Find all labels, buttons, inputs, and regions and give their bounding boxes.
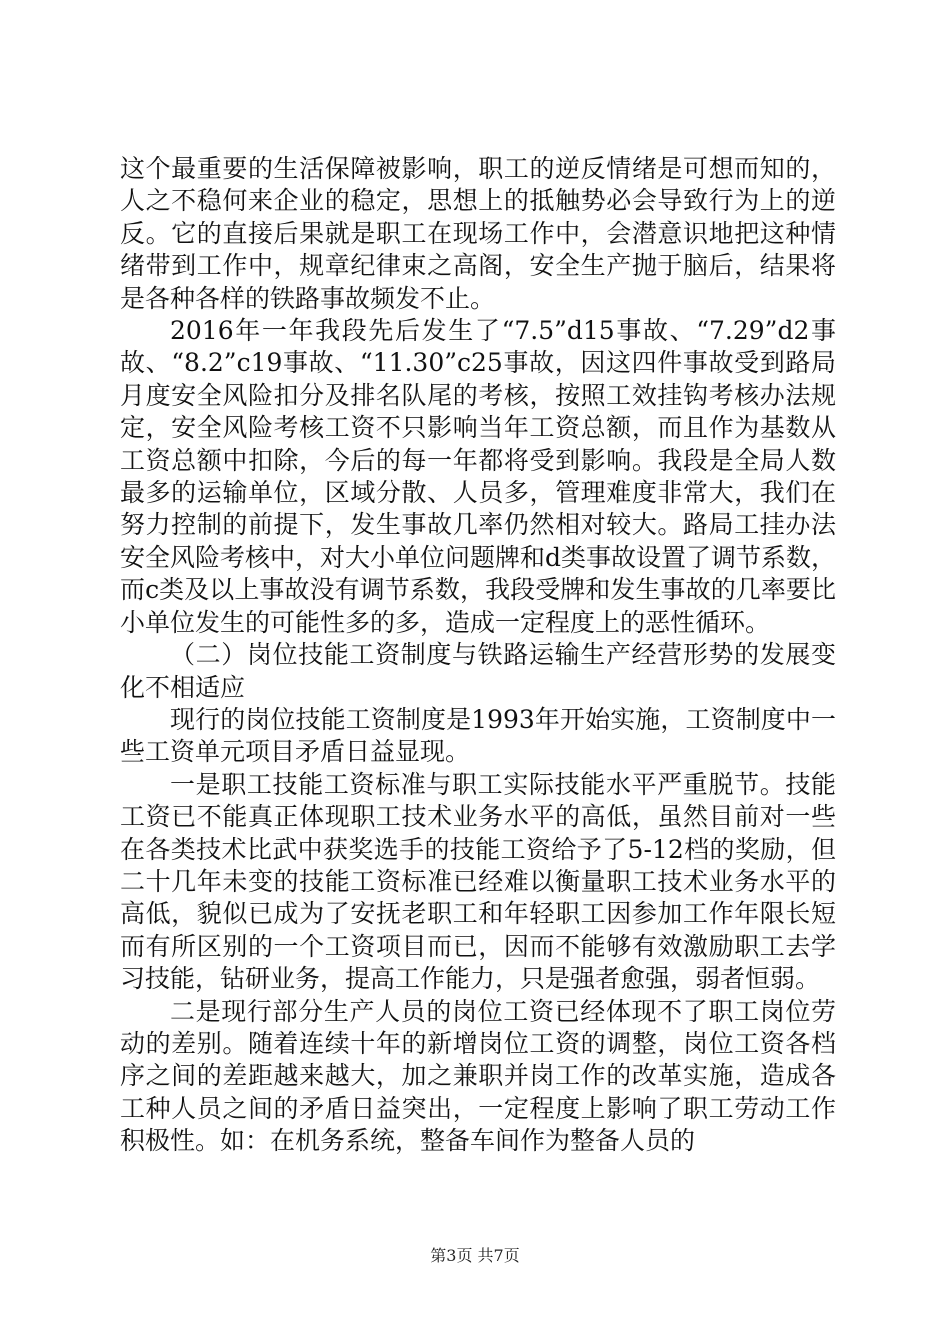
- paragraph-point-two: 二是现行部分生产人员的岗位工资已经体现不了职工岗位劳动的差别。随着连续十年的新增岗位工资的调整，岗位工资各档序之间的差距越来越大，加之兼职并岗工作的改革实施，造成各工种人员之间的矛盾日益突出，一定程度上影响了职工劳动工作积极性。如：在机务系统，整备车间作为整备人员的: [120, 996, 836, 1156]
- paragraph-continuation: 这个最重要的生活保障被影响，职工的逆反情绪是可想而知的，人之不稳何来企业的稳定，思想上的抵触势必会导致行为上的逆反。它的直接后果就是职工在现场工作中，会潜意识地把这种情绪带到工作中，规章纪律束之高阁，安全生产抛于脑后，结果将是各种各样的铁路事故频发不止。: [120, 154, 836, 313]
- document-body: [120, 153, 836, 1158]
- section-heading-wage-system: （二）岗位技能工资制度与铁路运输生产经营形势的发展变化不相适应: [120, 640, 836, 702]
- page-number-footer: 第3页 共7页: [430, 1246, 520, 1265]
- paragraph-wage-system-1993: 现行的岗位技能工资制度是1993年开始实施，工资制度中一些工资单元项目矛盾日益显现。: [120, 704, 836, 767]
- paragraph-point-one: 一是职工技能工资标准与职工实际技能水平严重脱节。技能工资已不能真正体现职工技术业务水平的高低，虽然目前对一些在各类技术比武中获奖选手的技能工资给予了5-12档的奖励，但二十几年未变的技能工资标准已经难以衡量职工技术业务水平的高低，貌似已成为了安抚老职工和年轻职工因参加工作年限长短而有所区别的一个工资项目而已，因而不能够有效激励职工去学习技能，钻研业务，提高工作能力，只是强者愈强，弱者恒弱。: [120, 769, 836, 994]
- paragraph-accidents-2016: 2016年一年我段先后发生了“7.5”d15事故、“7.29”d2事故、“8.2”c19事故、“11.30”c25事故，因这四件事故受到路局月度安全风险扣分及排名队尾的考核，按照工效挂钩考核办法规定，安全风险考核工资不只影响当年工资总额，而且作为基数从工资总额中扣除，今后的每一年都将受到影响。我段是全局人数最多的运输单位，区域分散、人员多，管理难度非常大，我们在努力控制的前提下，发生事故几率仍然相对较大。路局工挂办法安全风险考核中，对大小单位问题牌和d类事故设置了调节系数，而c类及以上事故没有调节系数，我段受牌和发生事故的几率要比小单位发生的可能性多的多，造成一定程度上的恶性循环。: [120, 316, 837, 637]
